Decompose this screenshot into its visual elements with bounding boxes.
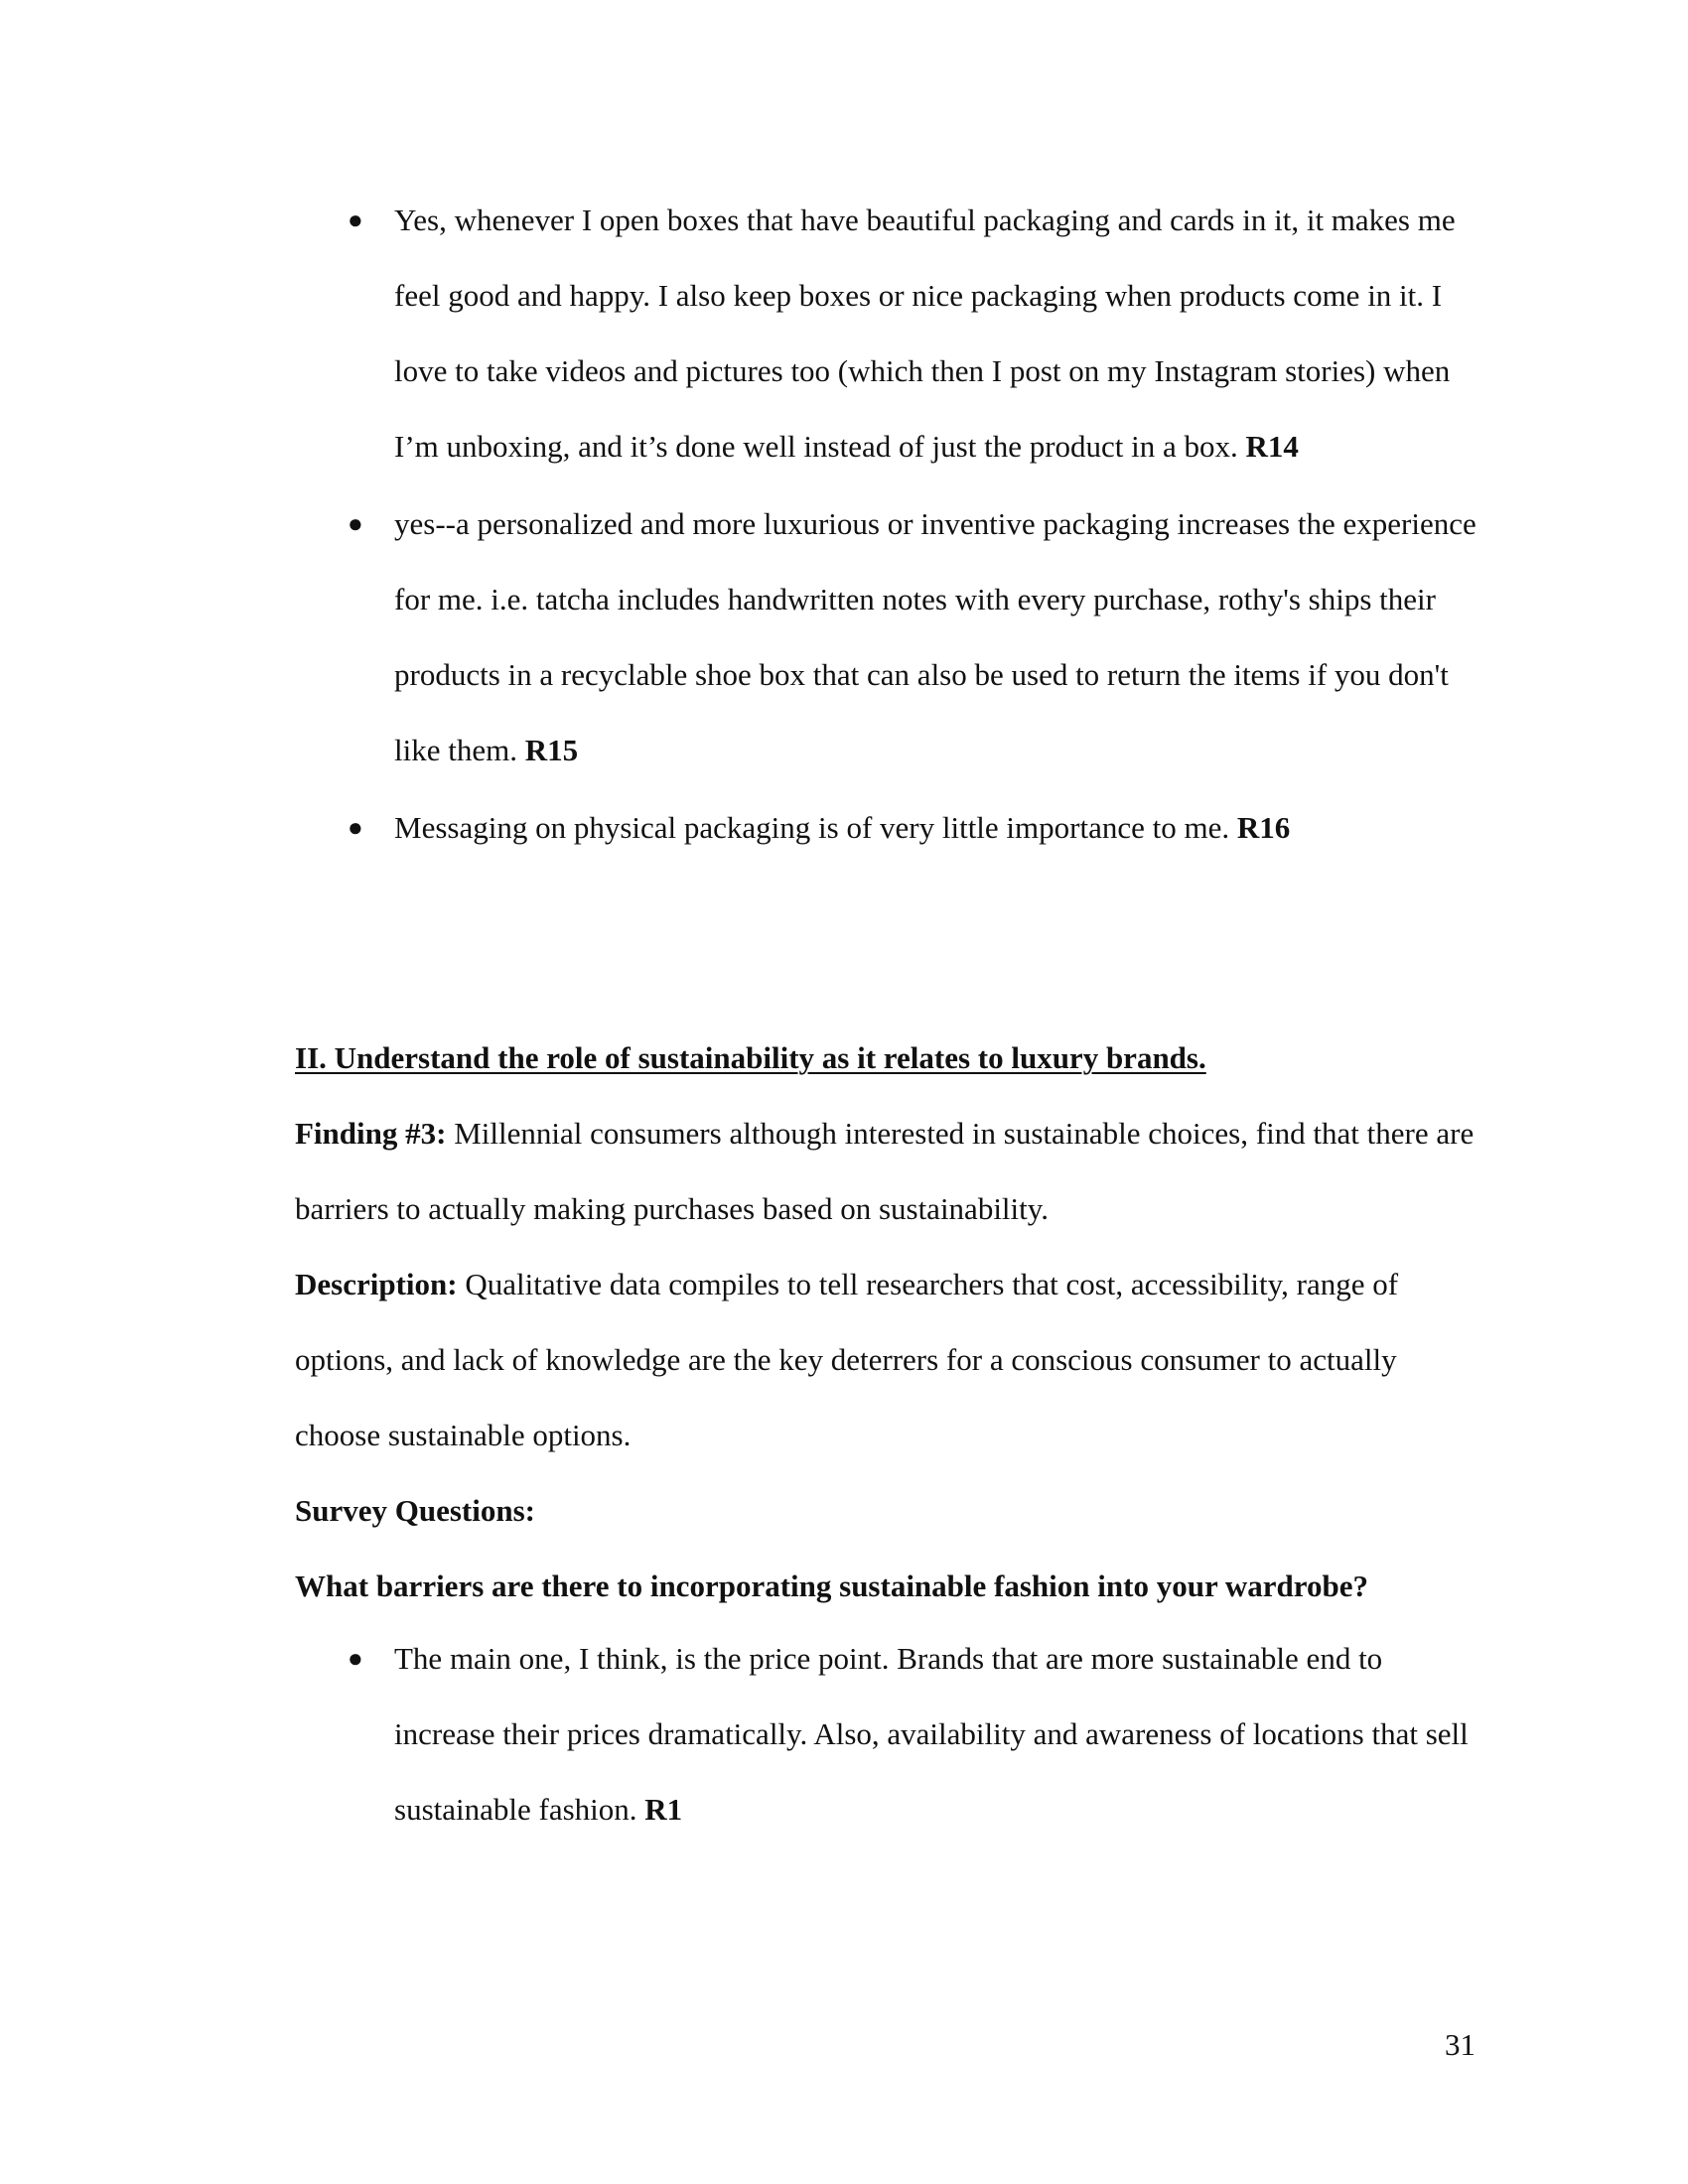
list-item xyxy=(348,1621,1477,1847)
response-text: The main one, I think, is the price point. Brands that are more sustainable end to increase their prices dramatically. Also, availability and awareness of locations that sell sustainable fashion. xyxy=(394,1641,1469,1827)
list-item xyxy=(348,790,1477,866)
response-ref: R14 xyxy=(1245,429,1299,464)
response-list-top xyxy=(0,183,1688,868)
finding-label: Finding #3: xyxy=(295,1116,447,1151)
bullet-icon: ● xyxy=(348,813,363,842)
bullet-icon: ● xyxy=(348,205,363,234)
response-text: Messaging on physical packaging is of very little importance to me. xyxy=(394,810,1237,845)
description-text: Qualitative data compiles to tell researchers that cost, accessibility, range of options, and lack of knowledge are the key deterrers for a conscious consumer to actually choose sustainable options. xyxy=(295,1267,1399,1452)
list-item xyxy=(348,486,1477,788)
response-ref: R1 xyxy=(644,1792,683,1827)
survey-questions-label: Survey Questions: xyxy=(295,1493,535,1528)
bullet-icon: ● xyxy=(348,509,363,538)
section-heading: II. Understand the role of sustainability as it relates to luxury brands. xyxy=(295,1040,1206,1075)
page-number: 31 xyxy=(1445,2027,1476,2062)
finding-paragraph xyxy=(295,1096,1477,1247)
section-block xyxy=(295,1021,1477,1624)
response-text: yes--a personalized and more luxurious or inventive packaging increases the experience for me. i.e. tatcha includes handwritten notes with every purchase, rothy's ships their products in a recyclable shoe box that can also be used to return the items if you don't like them. xyxy=(394,506,1477,767)
bullet-icon: ● xyxy=(348,1644,363,1673)
survey-question: What barriers are there to incorporating sustainable fashion into your wardrobe? xyxy=(295,1569,1368,1603)
response-ref: R16 xyxy=(1236,810,1291,845)
response-list-bottom xyxy=(0,1621,1688,1849)
response-text: Yes, whenever I open boxes that have beautiful packaging and cards in it, it makes me feel good and happy. I also keep boxes or nice packaging when products come in it. I love to take videos and pictures too (which then I post on my Instagram stories) when I’m unboxing, and it’s done well instead of just the product in a box. xyxy=(394,203,1456,464)
description-paragraph xyxy=(295,1247,1477,1473)
description-label: Description: xyxy=(295,1267,458,1301)
response-ref: R15 xyxy=(524,733,579,767)
finding-text: Millennial consumers although interested in sustainable choices, find that there are barriers to actually making purchases based on sustainability. xyxy=(295,1116,1475,1226)
list-item xyxy=(348,183,1477,484)
